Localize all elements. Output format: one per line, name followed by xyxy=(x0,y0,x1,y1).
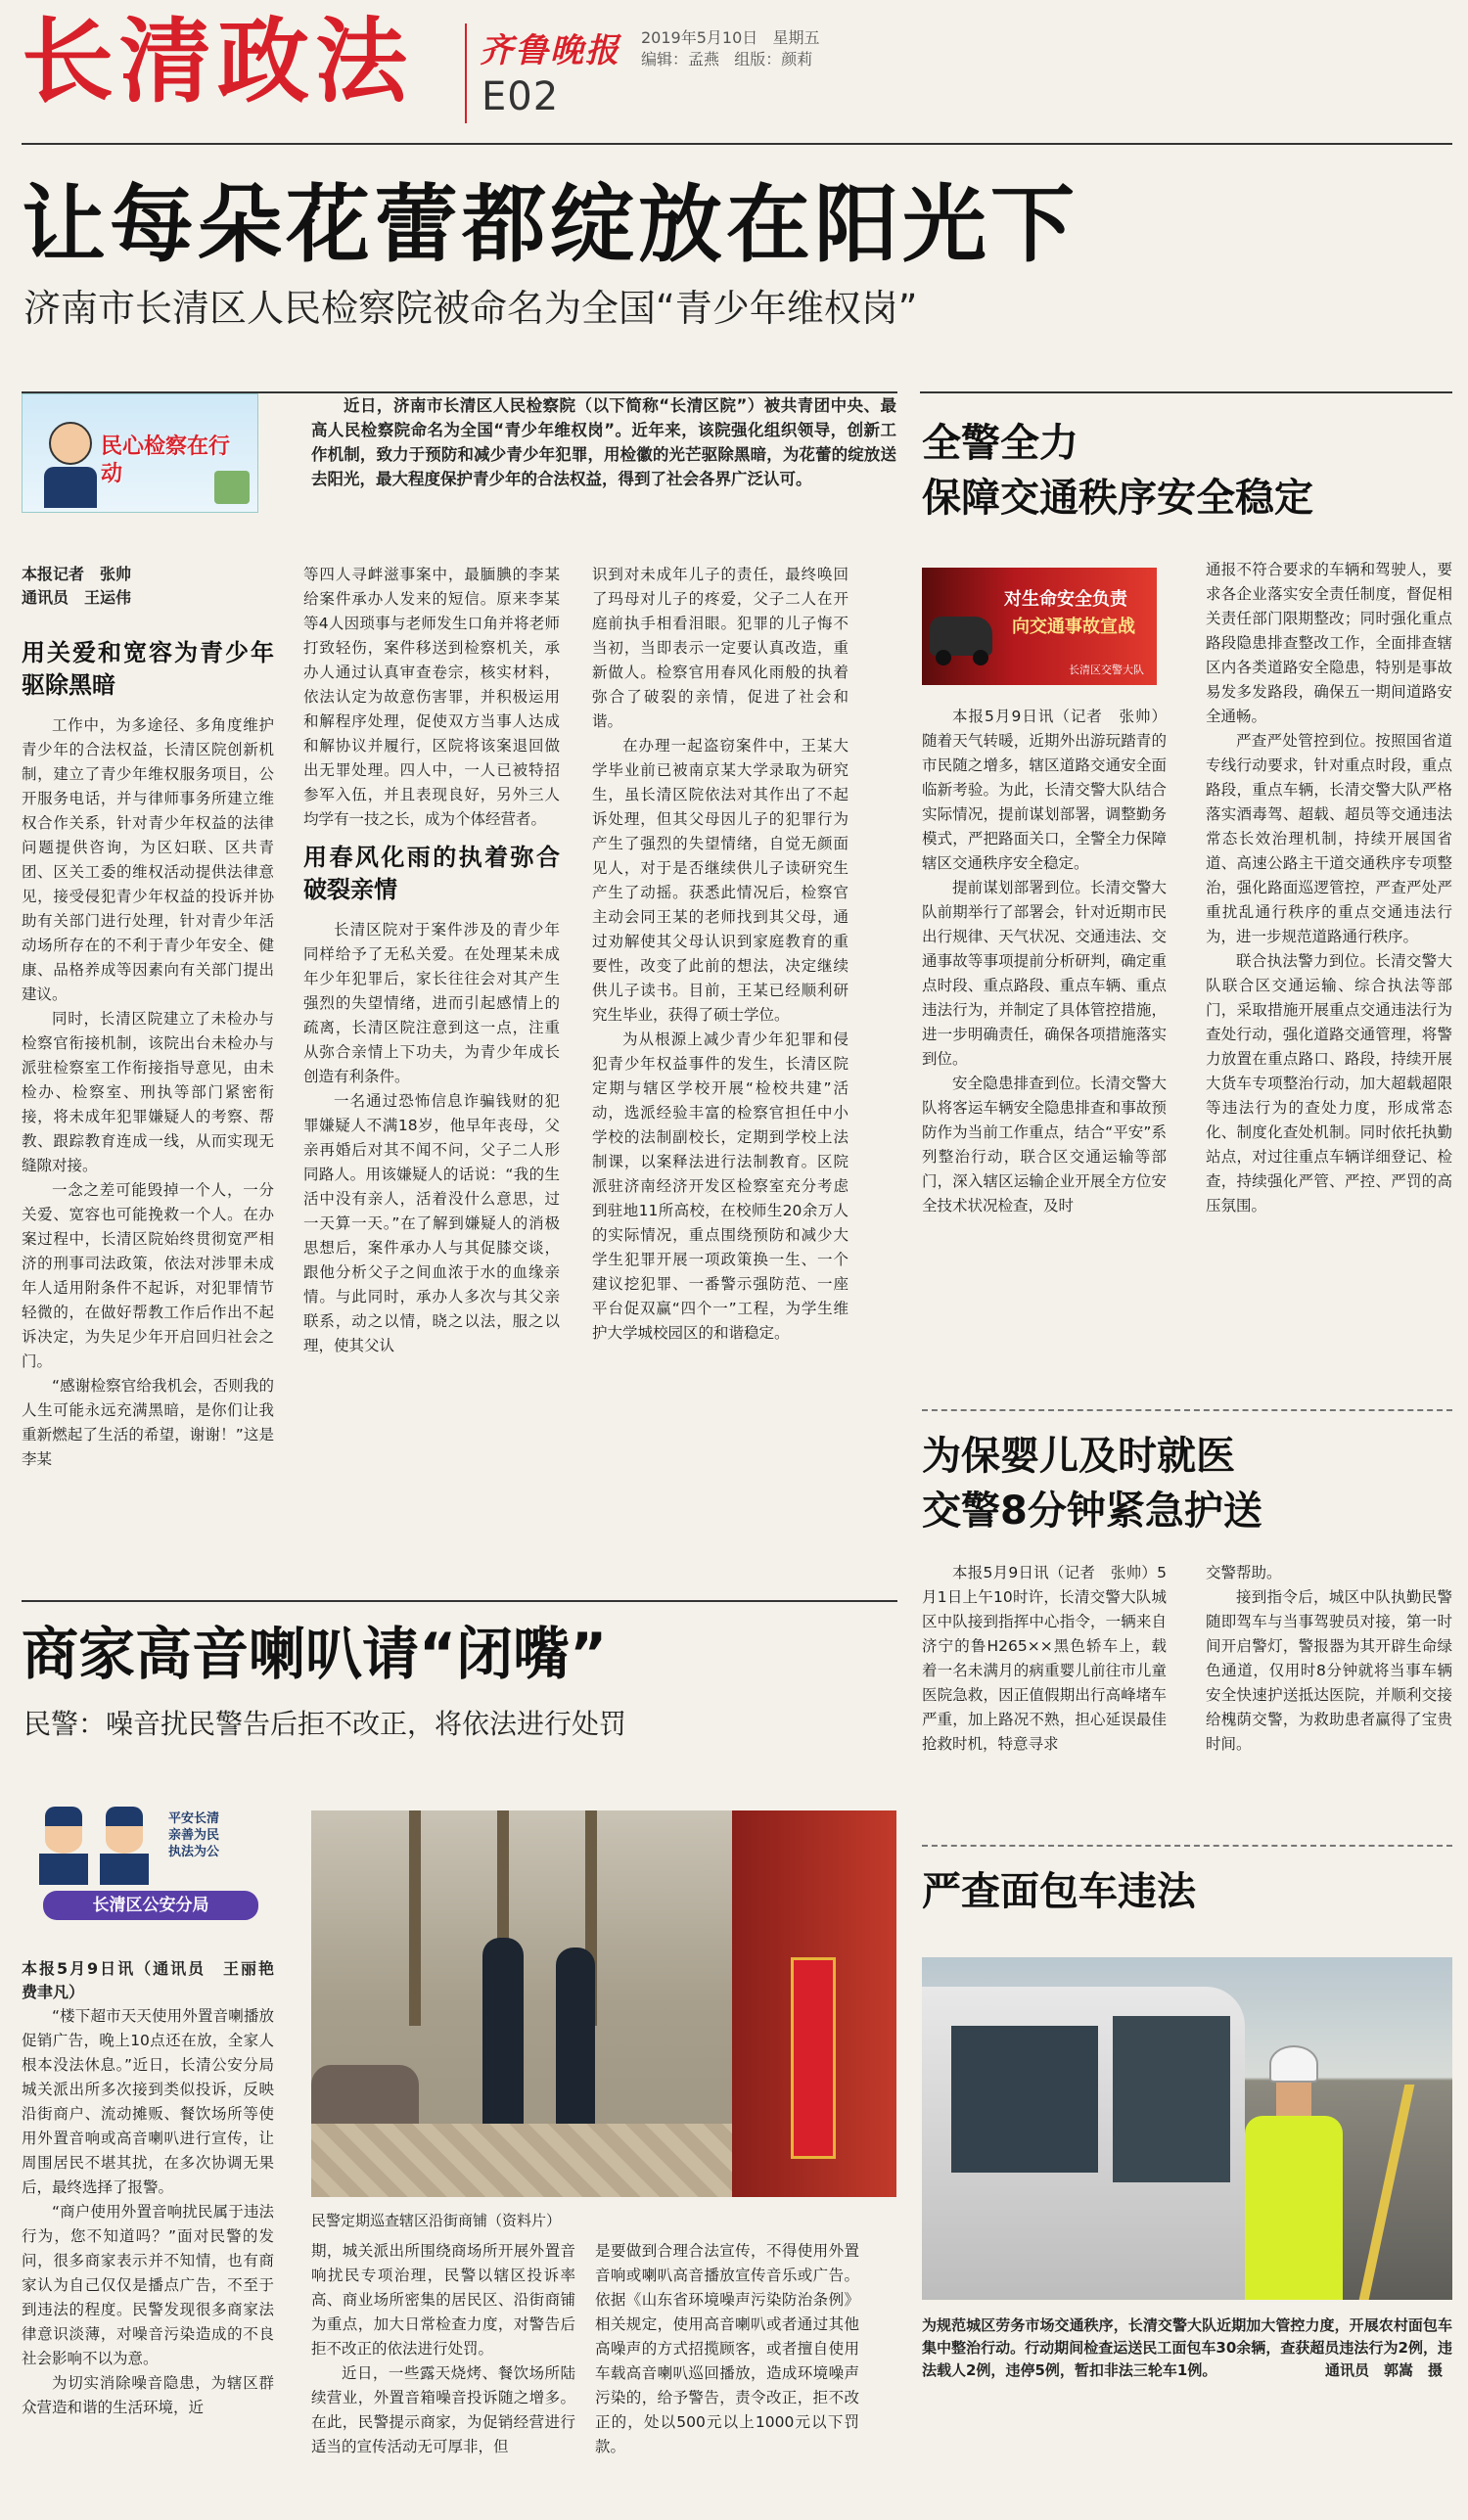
lead-col-1 xyxy=(22,563,274,1472)
lead-rule-right xyxy=(920,391,1452,393)
lead-col3-p1: 识到对未成年儿子的责任，最终唤回了玛母对儿子的疼爱，父子二人在开庭前执手相看泪眼。犯罪的儿子悔不当初，当即表示一定要认真改造，重新做人。检察官用春风化雨般的执着弥合了破裂的亲情，促进了社会和谐。 xyxy=(592,566,849,730)
traffic2-divider xyxy=(922,1845,1452,1847)
lead-headline: 让每朵花蕾都绽放在阳光下 xyxy=(22,176,1078,274)
police-logo-bottom: 长清区公安分局 xyxy=(43,1891,258,1920)
traffic1-headline-line2: 保障交通秩序安全稳定 xyxy=(922,476,1313,521)
noise-col-3 xyxy=(595,2239,859,2459)
traffic1-colB-p2: 严查严处管控到位。按照国省道专线行动要求，针对重点时段，重点路段，重点车辆，长清交警大队严格落实酒毒驾、超载、超员等交通违法常态长效治理机制，持续开展国省道、高速公路主干道交通秩序专项整治，强化路面巡逻管控，严查严处严重扰乱通行秩序的重点交通违法行为，进一步规范道路通行秩序。 xyxy=(1206,732,1452,945)
issue-date xyxy=(641,25,820,48)
noise-col1-p2: “商户使用外置音响扰民属于违法行为，您不知道吗？”面对民警的发问，很多商家表示并不知情，也有商家认为自己仅仅是播点广告，不至于到违法的程度。民警发现很多商家法律意识淡薄，对噪音污染造成的不良社会影响不以为意。 xyxy=(22,2203,274,2367)
lead-col1-p1: 工作中，为多途径、多角度维护青少年的合法权益，长清区院创新机制，建立了青少年维权服务项目，公开服务电话，并与律师事务所建立维权合作关系，针对青少年权益的法律问题提供咨询，为区妇联、区共青团、区关工委的维权活动提供法律意见，接受侵犯青少年权益的投诉并协助有关部门进行处理，针对青少年活动场所存在的不利于青少年安全、健康、品格养成等因素向有关部门提出建议。 xyxy=(22,716,274,1003)
lead-col1-p2: 同时，长清区院建立了未检办与检察官衔接机制，该院出台未检办与派驻检察室工作衔接指导意见，由未检办、检察室、刑执等部门紧密衔接，将未成年犯罪嫌疑人的考察、帮教、跟踪教育连成一线，从而实现无缝隙对接。 xyxy=(22,1010,274,1174)
lead-intro-text: 近日，济南市长清区人民检察院（以下简称“长清区院”）被共青团中央、最高人民检察院命名为全国“青少年维权岗”。近年来，该院强化组织领导，创新工作机制，致力于预防和减少青少年犯罪，用检徽的光芒驱除黑暗，为花蕾的绽放送去阳光，最大程度保护青少年的合法权益，得到了社会各界广泛认可。 xyxy=(311,396,896,488)
bus-credit: 通讯员 郭嵩 摄 xyxy=(1324,2361,1443,2379)
traffic2-col-a xyxy=(922,1561,1167,1757)
house-icon xyxy=(214,471,250,504)
police-logo-slogan xyxy=(168,1810,219,1860)
officer-1 xyxy=(482,1938,524,2133)
bus-caption-text: 为规范城区劳务市场交通秩序，长清交警大队近期加大管控力度，开展农村面包车集中整治行动。行动期间检查运送民工面包车30余辆，查获超员违法行为2例，违法载人2例，违停5例，暂扣非法三轮车1例。 xyxy=(922,2316,1452,2379)
traffic1-banner-text1: 对生命安全负责 xyxy=(1004,589,1127,610)
traffic2-col-b xyxy=(1206,1561,1452,1757)
noise-col-2 xyxy=(311,2239,575,2459)
traffic1-banner-small: 长清区交警大队 xyxy=(1069,664,1144,676)
officer-2 xyxy=(556,1947,595,2138)
bus-caption xyxy=(922,2314,1452,2382)
traffic2-headline-line1: 为保婴儿及时就医 xyxy=(922,1434,1235,1479)
traffic2-colA: 本报5月9日讯（记者 张帅）5月1日上午10时许，长清交警大队城区中队接到指挥中心指令，一辆来自济宁的鲁H265××黑色轿车上，载着一名未满月的病重婴儿前往市儿童医院急救，因正值假期出行高峰堵车严重，加上路况不熟，担心延误最佳抢救时机，特意寻求 xyxy=(922,1564,1167,1753)
pavement xyxy=(311,2124,732,2197)
lead-col3-p2: 在办理一起盗窃案件中，王某大学毕业前已被南京某大学录取为研究生，虽长清区院依法对其作出了不起诉处理，但其父母因儿子的犯罪行为产生了强烈的失望情绪，自觉无颜面见人，对于是否继续供儿子读研究生产生了动摇。获悉此情况后，检察官主动会同王某的老师找到其父母，通过劝解使其父母认识到家庭教育的重要性，改变了此前的想法，决定继续供儿子读书。目前，王某已经顺利研究生毕业，获得了硕士学位。 xyxy=(592,737,849,1024)
traffic2-headline-line2: 交警8分钟紧急护送 xyxy=(922,1489,1262,1534)
traffic2-colB-p1: 交警帮助。 xyxy=(1206,1564,1282,1581)
traffic1-headline-line1: 全警全力 xyxy=(922,421,1078,466)
police-cartoon-icon-2 xyxy=(100,1807,149,1885)
lead-bottom-rule xyxy=(22,1600,897,1602)
lead-logo xyxy=(22,393,258,513)
date-text: 2019年5月10日 xyxy=(641,28,758,47)
road-yellow-line xyxy=(1359,2085,1415,2300)
bus-photo xyxy=(922,1957,1452,2300)
police-logo-line1: 平安长清 xyxy=(168,1811,220,1826)
noise-subhead: 民警：噪音扰民警告后拒不改正，将依法进行处罚 xyxy=(23,1708,627,1740)
van-window xyxy=(951,2026,1098,2173)
traffic1-colB-p1: 通报不符合要求的车辆和驾驶人，要求各企业落实安全责任制度，督促相关责任部门限期整改；同时强化重点路段隐患排查整改工作，全面排查辖区内各类道路安全隐患，特别是事故易发多发路段，确保五一期间道路安全通畅。 xyxy=(1206,561,1452,725)
paper-name-logo: 齐鲁晚报 xyxy=(480,31,620,70)
traffic2-colB-p2: 接到指令后，城区中队执勤民警随即驾车与当事驾驶员对接，第一时间开启警灯，警报器为其开辟生命绿色通道，仅用时8分钟就将当事车辆安全快速护送抵达医院，并顺利交接给槐荫交警，为救助患者赢得了宝贵时间。 xyxy=(1206,1588,1452,1753)
traffic1-col-b xyxy=(1206,558,1452,1218)
page-code: E02 xyxy=(482,74,560,119)
cartoon-prosecutor-icon xyxy=(44,422,97,504)
police-cartoon-icon-1 xyxy=(39,1807,88,1885)
masthead-divider xyxy=(465,23,467,123)
masthead xyxy=(0,0,1468,147)
layout-text: 组版：颜莉 xyxy=(734,50,813,69)
traffic1-banner-text2: 向交通事故宣战 xyxy=(1012,617,1135,637)
section-title: 长清政法 xyxy=(22,9,414,115)
van-door-window xyxy=(1113,2016,1230,2182)
lead-logo-text: 民心检察在行动 xyxy=(101,435,231,486)
noise-col1-p1: “楼下超市天天使用外置音喇播放促销广告，晚上10点还在放，全家人根本没法休息。”近日，长清公安分局城关派出所多次接到类似投诉，反映沿街商户、流动摊贩、餐饮场所等使用外置音响或高音喇叭进行宣传，让周围居民不堪其扰，在多次协调无果后，最终选择了报警。 xyxy=(22,2007,274,2196)
editor-text: 编辑：孟燕 xyxy=(641,50,720,69)
traffic1-headline xyxy=(922,416,1313,526)
lead-col2-p2: 长清区院对于案件涉及的青少年同样给予了无私关爱。在处理某未成年少年犯罪后，家长往往会对其产生强烈的失望情绪，进而引起感情上的疏离，长清区院注意到这一点，注重从弥合亲情上下功夫，为青少年成长创造有利条件。 xyxy=(303,921,560,1085)
lead-correspondent: 通讯员 王运伟 xyxy=(22,588,132,607)
weekday-text: 星期五 xyxy=(772,28,820,47)
police-logo-line3: 执法为公 xyxy=(168,1845,220,1859)
red-lantern-banner xyxy=(791,1957,836,2159)
editor-credits xyxy=(641,47,812,69)
noise-col-1 xyxy=(22,1957,291,2420)
lead-subhead: 济南市长清区人民检察院被命名为全国“青少年维权岗” xyxy=(23,287,918,330)
lead-col2-p1: 等四人寻衅滋事案中，最腼腆的李某给案件承办人发来的短信。原来李某等4人因琐事与老师发生口角并将老师打致轻伤，案件移送到检察机关，承办人通过认真审查卷宗，核实材料，依法认定为故意伤害罪，并积极运用和解程序处理，促使双方当事人达成和解协议并履行，区院将该案退回做出无罪处理。四人中，一人已被特招参军入伍，并且表现良好，另外三人均学有一技之长，成为个体经营者。 xyxy=(303,566,560,828)
traffic1-col-a xyxy=(922,705,1167,1218)
traffic1-banner xyxy=(922,568,1157,685)
noise-headline: 商家高音喇叭请“闭嘴” xyxy=(22,1621,608,1687)
lead-col2-p3: 一名通过恐怖信息诈骗钱财的犯罪嫌疑人不满18岁，他早年丧母，父亲再婚后对其不闻不问，父子二人形同路人。用该嫌疑人的话说：“我的生活中没有亲人，活着没什么意思，过一天算一天。”在了解到嫌疑人的消极思想后，案件承办人与其促膝交谈，跟他分析父子之间血浓于水的血缘亲情。与此同时，承办人多次与其父亲联系，动之以情，晓之以法，服之以理，使其父认 xyxy=(303,1092,560,1354)
police-logo-line2: 亲善为民 xyxy=(168,1828,220,1843)
noise-byline: 本报5月9日讯（通讯员 王丽艳 费聿凡） xyxy=(22,1959,291,2001)
traffic1-divider xyxy=(922,1409,1452,1411)
lead-intro xyxy=(311,393,896,491)
traffic1-colA-p2: 提前谋划部署到位。长清交警大队前期举行了部署会，针对近期市民出行规律、天气状况、交通违法、交通事故等事项提前分析研判，确定重点时段、重点路段、重点车辆、重点违法行为，并制定了具体管控措施，进一步明确责任，确保各项措施落实到位。 xyxy=(922,879,1167,1068)
lead-subtitle-1: 用关爱和宽容为青少年驱除黑暗 xyxy=(22,639,274,699)
traffic1-colA-p3: 安全隐患排查到位。长清交警大队将客运车辆安全隐患排查和事故预防作为当前工作重点，结合“平安”系列整治行动，联合区交通运输等部门，深入辖区运输企业开展全方位安全技术状况检查，及时 xyxy=(922,1075,1167,1214)
noise-col2-p2: 近日，一些露天烧烤、餐饮场所陆续营业，外置音箱噪音投诉随之增多。在此，民警提示商家，为促销经营进行适当的宣传活动无可厚非，但 xyxy=(311,2364,575,2455)
lead-col-2 xyxy=(303,563,560,1358)
traffic1-colB-p3: 联合执法警力到位。长清交警大队联合区交通运输、综合执法等部门，采取措施开展重点交通违法行为查处行动，强化道路交通管理，将警力放置在重点路口、路段，持续开展大货车专项整治行动，加大超载超限等违法行为的查处力度，形成常态化、制度化查处机制。同时依托执勤站点，对过往重点车辆详细登记、检查，持续强化严管、严控、严罚的高压氛围。 xyxy=(1206,952,1452,1214)
noise-photo xyxy=(311,1810,896,2197)
noise-col2-p1: 期，城关派出所围绕商场所开展外置音响扰民专项治理，民警以辖区投诉率高、商业场所密集的居民区、沿街商铺为重点，加大日常检查力度，对警告后拒不改正的依法进行处罚。 xyxy=(311,2242,575,2358)
lead-reporter: 本报记者 张帅 xyxy=(22,565,132,583)
traffic2-headline xyxy=(922,1429,1262,1538)
masthead-bottom-rule xyxy=(22,143,1452,145)
police-officer xyxy=(1245,2045,1343,2300)
lead-col3-p3: 为从根源上减少青少年犯罪和侵犯青少年权益事件的发生，长清区院定期与辖区学校开展“检校共建”活动，选派经验丰富的检察官担任中小学校的法制副校长，定期到学校上法制课，以案释法进行法制教育。区院派驻济南经济开发区检察室充分考虑到驻地11所高校，在校师生20余万人的实际情况，重点围绕预防和减少大学生犯罪开展一项政策换一生、一个建议挖犯罪、一番警示强防范、一座平台促双赢“四个一”工程，为学生维护大学城校园区的和谐稳定。 xyxy=(592,1031,849,1342)
lead-col-3 xyxy=(592,563,849,1346)
noise-col3-p1: 是要做到合理合法宣传，不得使用外置音响或喇叭高音播放宣传音乐或广告。依据《山东省环境噪声污染防治条例》相关规定，使用高音喇叭或者通过其他高噪声的方式招揽顾客，或者擅自使用车载高音喇叭巡回播放，造成环境噪声污染的，给予警告，责令改正，拒不改正的，处以500元以上1000元以下罚款。 xyxy=(595,2242,859,2455)
noise-photo-caption: 民警定期巡查辖区沿街商铺（资料片） xyxy=(311,2212,562,2229)
traffic1-colA-p1: 本报5月9日讯（记者 张帅）随着天气转暖，近期外出游玩踏青的市民随之增多，辖区道路交通安全面临新考验。为此，长清交警大队结合实际情况，提前谋划部署，调整勤务模式，严把路面关口，全警全力保障辖区交通秩序安全稳定。 xyxy=(922,708,1167,872)
police-logo xyxy=(22,1799,276,1926)
noise-col1-p3: 为切实消除噪音隐患，为辖区群众营造和谐的生活环境，近 xyxy=(22,2374,274,2416)
bus-headline: 严查面包车违法 xyxy=(922,1869,1196,1914)
lead-subtitle-2: 用春风化雨的执着弥合破裂亲情 xyxy=(303,844,560,903)
lead-col1-p4: “感谢检察官给我机会，否则我的人生可能永远充满黑暗，是你们让我重新燃起了生活的希望，谢谢！”这是李某 xyxy=(22,1377,274,1468)
lead-col1-p3: 一念之差可能毁掉一个人，一分关爱、宽容也可能挽救一个人。在办案过程中，长清区院始终贯彻宽严相济的刑事司法政策，依法对涉罪未成年人适用附条件不起诉，对犯罪情节轻微的，在做好帮教工作后作出不起诉决定，为失足少年开启回归社会之门。 xyxy=(22,1181,274,1370)
